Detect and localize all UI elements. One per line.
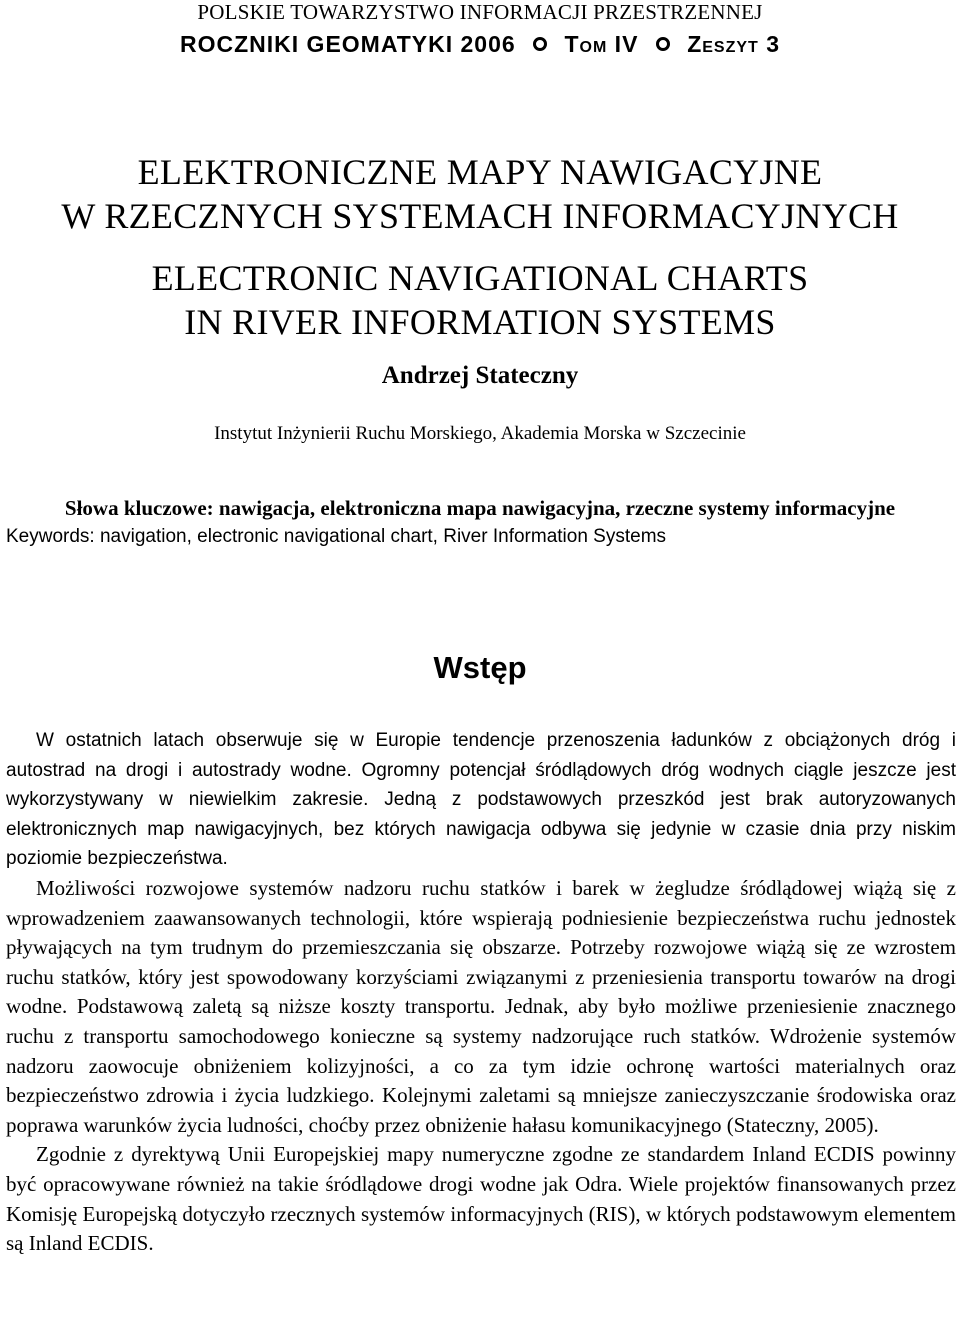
title-english-line-2: IN RIVER INFORMATION SYSTEMS	[184, 302, 776, 342]
author-affiliation: Instytut Inżynierii Ruchu Morskiego, Akademia Morska w Szczecinie	[214, 423, 746, 444]
section-heading: Wstęp	[433, 650, 527, 685]
title-polish-line-1: ELEKTRONICZNE MAPY NAWIGACYJNE	[137, 152, 823, 192]
body-text	[6, 726, 956, 1259]
author-name: Andrzej Stateczny	[381, 362, 579, 389]
paragraph: W ostatnich latach obserwuje się w Europie tendencje przenoszenia ładunków z obciążonych dróg i autostrad na drogi i autostrady wodne. Ogromny potencjał śródlądowych dróg wodnych ciągle jeszcze jest wykorzystywany w niewielkim zakresie. Jedną z podstawowych przeszkód jest brak autoryzowanych elektronicznych map nawigacyjnych, bez których nawigacja odbywa się jedynie w czasie dnia przy niskim poziomie bezpieczeństwa.	[6, 730, 956, 870]
paragraph: Zgodnie z dyrektywą Unii Europejskiej mapy numeryczne zgodne ze standardem Inland ECDIS powinny być opracowywane również na takie śródlądowe drogi wodne jak Odra. Wiele projektów finansowanych przez Komisję Europejską dotyczyło rzecznych systemów informacyjnych (RIS), w których podstawowym elementem są Inland ECDIS.	[6, 1142, 956, 1256]
keywords-polish: Słowa kluczowe: nawigacja, elektroniczna mapa nawigacyjna, rzeczne systemy informacyjne	[64, 496, 896, 520]
title-polish-line-2: W RZECZNYCH SYSTEMACH INFORMACYJNYCH	[61, 196, 899, 236]
circle-separator-icon	[533, 37, 547, 51]
title-english-line-1: ELECTRONIC NAVIGATIONAL CHARTS	[151, 258, 809, 298]
title-english	[0, 256, 960, 344]
society-name: POLSKIE TOWARZYSTWO INFORMACJI PRZESTRZENNEJ	[197, 0, 763, 24]
journal-issue: Zeszyt 3	[687, 31, 780, 57]
title-polish	[0, 150, 960, 238]
circle-separator-icon	[656, 37, 670, 51]
journal-header	[0, 30, 960, 58]
keywords-english: Keywords: navigation, electronic navigational chart, River Information Systems	[6, 526, 667, 547]
journal-volume: Tom IV	[564, 31, 639, 57]
paragraph: Możliwości rozwojowe systemów nadzoru ruchu statków i barek w żegludze śródlądowej wiążą się z wprowadzeniem zaawansowanych technologii, które wspierają podniesienie bezpieczeństwa ruchu jednostek pływających na tym trudnym do przemieszczania się obszarze. Potrzeby rozwojowe wiążą się ze wzrostem ruchu statków, który jest spowodowany korzyściami związanymi z przeniesienia transportu towarów na drogi wodne. Podstawową zaletą są niższe koszty transportu. Jednak, aby było możliwe przeniesienie znacznego ruchu z transportu samochodowego konieczne są systemy nadzorujące ruch statków. Wdrożenie systemów nadzoru zaowocuje obniżeniem kolizyjności, a co za tym idzie ochronę wartości materialnych oraz bezpieczeństwo zdrowia i życia ludzkiego. Kolejnymi zaletami są mniejsze zanieczyszczanie środowiska oraz poprawa warunków życia ludności, choćby przez obniżenie hałasu komunikacyjnego (Stateczny, 2005).	[6, 875, 956, 1137]
journal-name: ROCZNIKI GEOMATYKI 2006	[180, 31, 516, 57]
